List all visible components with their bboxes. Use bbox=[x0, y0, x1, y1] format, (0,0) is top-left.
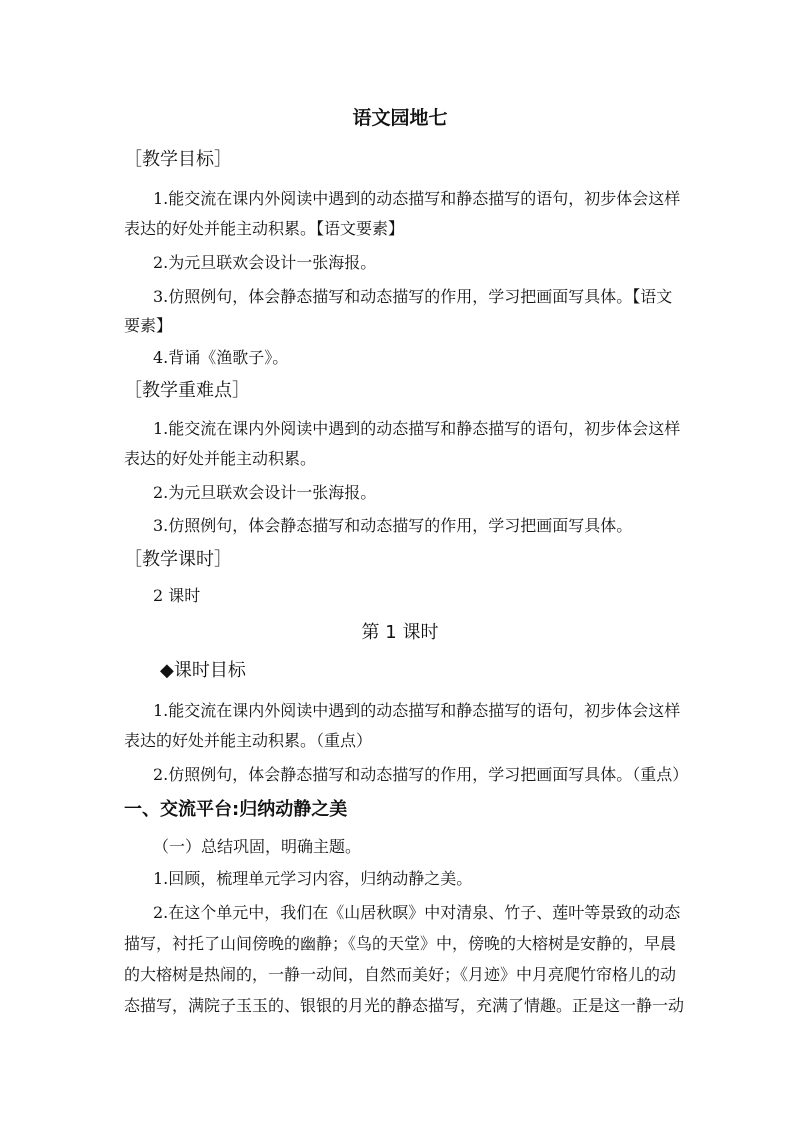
lesson-goal-1-line1: 1.能交流在课内外阅读中遇到的动态描写和静态描写的语句，初步体会这样 bbox=[153, 701, 681, 720]
goal-item-4: 4.背诵《渔歌子》。 bbox=[153, 348, 289, 367]
goal-item-3-line2: 要素】 bbox=[124, 316, 173, 335]
lesson-goals-heading: ◆课时目标 bbox=[160, 660, 246, 681]
goal-item-2: 2.为元旦联欢会设计一张海报。 bbox=[153, 253, 377, 272]
goal-item-3-line1: 3.仿照例句，体会静态描写和动态描写的作用，学习把画面写具体。【语文 bbox=[153, 287, 673, 306]
lesson-goal-1-line2: 表达的好处并能主动积累。（重点） bbox=[124, 731, 373, 750]
part1-paragraph-2-line2: 描写，衬托了山间傍晚的幽静；《鸟的天堂》中，傍晚的大榕树是安静的，早晨 bbox=[124, 934, 677, 953]
part1-paragraph-2-line3: 的大榕树是热闹的，一静一动间，自然而美好；《月迹》中月亮爬竹帘格儿的动 bbox=[124, 965, 677, 984]
key-point-1-line2: 表达的好处并能主动积累。 bbox=[124, 449, 317, 468]
key-point-2: 2.为元旦联欢会设计一张海报。 bbox=[153, 483, 377, 502]
part1-paragraph-2-line1: 2.在这个单元中，我们在《山居秋暝》中对清泉、竹子、莲叶等景致的动态 bbox=[153, 903, 681, 922]
goal-item-1-line1: 1.能交流在课内外阅读中遇到的动态描写和静态描写的语句，初步体会这样 bbox=[153, 189, 681, 208]
lesson-goal-2: 2.仿照例句，体会静态描写和动态描写的作用，学习把画面写具体。（重点） bbox=[153, 765, 689, 784]
key-point-1-line1: 1.能交流在课内外阅读中遇到的动态描写和静态描写的语句，初步体会这样 bbox=[153, 419, 681, 438]
hours-value: 2 课时 bbox=[153, 586, 201, 605]
section-heading-hours: ［教学课时］ bbox=[124, 549, 232, 570]
section-heading-goals: ［教学目标］ bbox=[124, 149, 232, 170]
part1-paragraph-2-line4: 态描写，满院子玉玉的、银银的月光的静态描写，充满了情趣。正是这一静一动 bbox=[124, 996, 685, 1015]
part1-paragraph-1: 1.回顾，梳理单元学习内容，归纳动静之美。 bbox=[153, 869, 473, 888]
part1-subheading: （一）总结巩固，明确主题。 bbox=[153, 837, 362, 856]
section-heading-key-points: ［教学重难点］ bbox=[124, 380, 250, 401]
key-point-3: 3.仿照例句，体会静态描写和动态描写的作用，学习把画面写具体。 bbox=[153, 516, 633, 535]
goal-item-1-line2: 表达的好处并能主动积累。【语文要素】 bbox=[124, 219, 405, 238]
part1-heading: 一、交流平台:归纳动静之美 bbox=[124, 799, 348, 820]
lesson-title: 第 1 课时 bbox=[361, 622, 439, 643]
page-title: 语文园地七 bbox=[352, 107, 448, 129]
